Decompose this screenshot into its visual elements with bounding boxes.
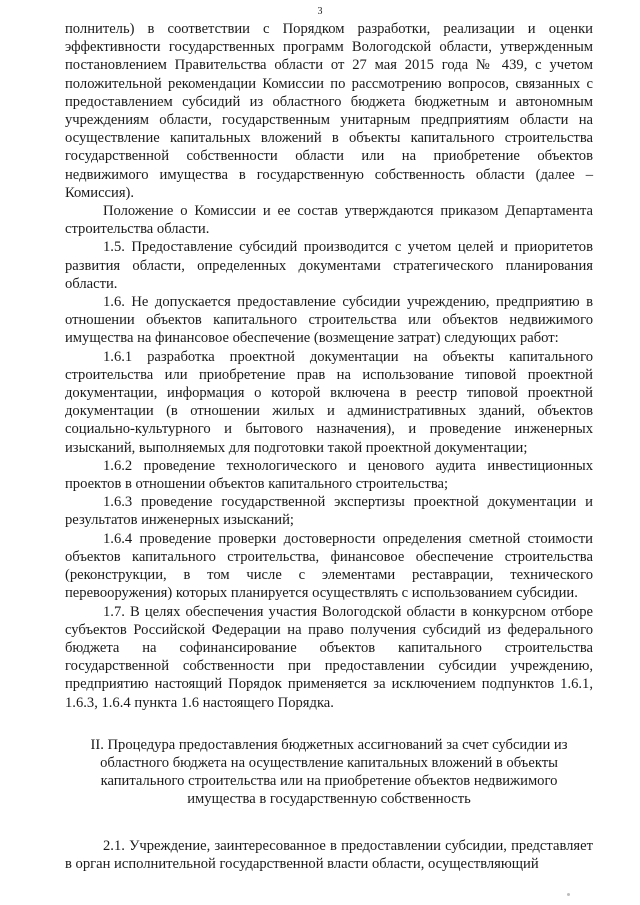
page-number: 3 (317, 6, 323, 17)
document-body (65, 20, 593, 873)
section-heading-ii: II. Процедура предоставления бюджетных ассигнований за счет субсидии из областного бюджета на осуществление капитальных вложений в объекты капитального строительства или на приобретение объектов недвижимого имущества в государственную собственность (90, 736, 568, 808)
scan-speck (567, 893, 570, 896)
paragraph-1-6-1: 1.6.1 разработка проектной документации на объекты капитального строительства или приобретение прав на использование типовой проектной документации, информация о которой включена в реестр типовой проектной документации (в отношении жилых и административных зданий, объектов социально-культурного и бытового назначения), и проведение инженерных изысканий, выполняемых для подготовки такой проектной документации; (65, 348, 593, 456)
paragraph-1-6-3: 1.6.3 проведение государственной экспертизы проектной документации и результатов инженерных изысканий; (65, 494, 593, 529)
paragraph-2-1: 2.1. Учреждение, заинтересованное в предоставлении субсидии, представляет в орган исполнительной государственной власти области, осуществляющий (65, 837, 593, 872)
paragraph-1-7: 1.7. В целях обеспечения участия Вологодской области в конкурсном отборе субъектов Российской Федерации на право получения субсидий из федерального бюджета на софинансирование объектов капитального строительства государственной собственности при предоставлении субсидии учреждению, предприятию настоящий Порядок применяется за исключением подпунктов 1.6.1, 1.6.3, 1.6.4 пункта 1.6 настоящего Порядка. (65, 603, 593, 711)
paragraph-continuation: полнитель) в соответствии с Порядком разработки, реализации и оценки эффективности государственных программ Вологодской области, утвержденным постановлением Правительства области от 27 мая 2015 года № 439, с учетом положительной рекомендации Комиссии по рассмотрению вопросов, связанных с предоставлением субсидий из областного бюджета бюджетным и автономным учреждениям области, государственным унитарным предприятиям области на осуществление капитальных вложений в объекты капитального строительства государственной собственности области или на приобретение объектов недвижимого имущества в государственную собственность области (далее – Комиссия). (65, 21, 593, 201)
paragraph-1-5: 1.5. Предоставление субсидий производится с учетом целей и приоритетов развития области, определенных документами стратегического планирования области. (65, 239, 593, 292)
paragraph-1-6-4: 1.6.4 проведение проверки достоверности определения сметной стоимости объектов капитального строительства, финансовое обеспечение строительства (реконструкции, в том числе с элементами реставрации, технического перевооружения) которых планируется осуществлять с использованием субсидии. (65, 530, 593, 602)
paragraph-1-6-2: 1.6.2 проведение технологического и ценового аудита инвестиционных проектов в отношении объектов капитального строительства; (65, 457, 593, 493)
paragraph-1-6: 1.6. Не допускается предоставление субсидии учреждению, предприятию в отношении объектов капитального строительства или объектов недвижимого имущества на финансовое обеспечение (возмещение затрат) следующих работ: (65, 294, 593, 347)
paragraph-commission-statute: Положение о Комиссии и ее состав утверждаются приказом Департамента строительства области. (65, 203, 593, 238)
